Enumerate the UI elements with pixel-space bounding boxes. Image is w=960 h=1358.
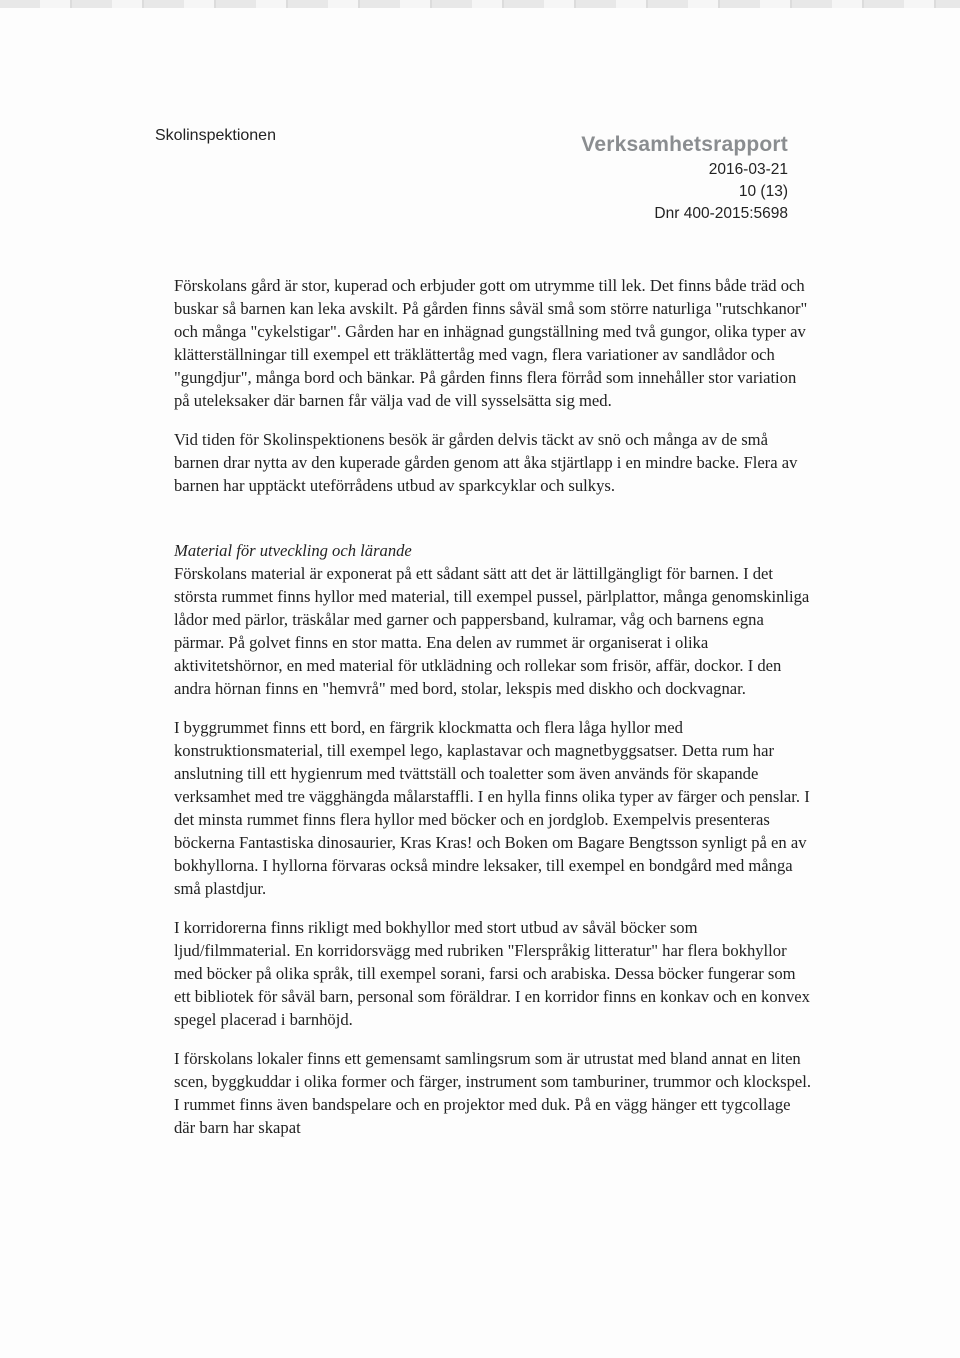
section-heading: Material för utveckling och lärande bbox=[174, 541, 412, 560]
page-number: 10 (13) bbox=[738, 183, 788, 200]
organization-name: Skolinspektionen bbox=[155, 127, 276, 144]
paragraph: I byggrummet finns ett bord, en färgrik klockmatta och flera låga hyllor med konstruktionsmaterial, till exempel lego, kaplastavar och magnetbyggsatser. Detta rum har anslutning till ett hygienrum med tvättställ och toaletter som även används för skapande verksamhet med tre vägghängda målarstaffli. I en hylla finns olika typer av färger och penslar. I det minsta rummet finns flera hyllor med böcker och en jordglob. Exempelvis presenteras böckerna Fantastiska dinosaurier, Kras Kras! och Boken om Bagare Bengtsson synligt på en av bokhyllorna. I hyllorna förvaras också mindre leksaker, till exempel en bondgård med många små plastdjur. bbox=[174, 718, 810, 898]
paragraph: I förskolans lokaler finns ett gemensamt samlingsrum som är utrustat med bland annat en liten scen, byggkuddar i olika former och färger, instrument som tamburiner, trummor och klockspel. I rummet finns även bandspelare och en projektor med duk. På en vägg hänger ett tygcollage där barn har skapat bbox=[174, 1049, 812, 1137]
document-body bbox=[174, 274, 814, 1155]
document-date: 2016-03-21 bbox=[708, 161, 788, 178]
document-type: Verksamhetsrapport bbox=[581, 133, 788, 156]
document-meta bbox=[581, 131, 788, 225]
registration-number: Dnr 400-2015:5698 bbox=[654, 205, 788, 222]
scan-edge bbox=[0, 0, 960, 8]
paragraph: Förskolans gård är stor, kuperad och erbjuder gott om utrymme till lek. Det finns både träd och buskar så barnen kan leka avskilt. På gården finns såväl små som större naturliga "rutschkanor" och många "cykelstigar". Gården har en inhägnad gungställning med två gungor, olika typer av klätterställningar till exempel ett träklättertåg med vagn, flera variationer av sandlådor och "gungdjur", många bord och bänkar. På gården finns flera förråd som innehåller stor variation på uteleksaker där barnen får välja vad de vill sysselsätta sig med. bbox=[174, 276, 808, 410]
paragraph: Vid tiden för Skolinspektionens besök är gården delvis täckt av snö och många av de små barnen drar nytta av den kuperade gården genom att åka stjärtlapp i en mindre backe. Flera av barnen har upptäckt uteförrådens utbud av sparkcyklar och sulkys. bbox=[174, 430, 798, 495]
paragraph: Förskolans material är exponerat på ett sådant sätt att det är lättillgängligt för barnen. I det största rummet finns hyllor med material, till exempel pussel, pärlplattor, många genomskinliga lådor med pärlor, träskålar med garner och pappersband, kulramar, våg och barnens egna pärmar. På golvet finns en stor matta. Ena delen av rummet är organiserat i olika aktivitetshörnor, en med material för utklädning och rollekar som frisör, affär, dockor. I den andra hörnan finns en "hemvrå" med bord, stolar, lekspis med diskho och dockvagnar. bbox=[174, 564, 810, 698]
paragraph: I korridorerna finns rikligt med bokhyllor med stort utbud av såväl böcker som ljud/filmmaterial. En korridorsvägg med rubriken "Flerspråkig litteratur" har flera bokhyllor med böcker på olika språk, till exempel sorani, farsi och arabiska. Dessa böcker fungerar som ett bibliotek för såväl barn, personal som föräldrar. I en korridor finns en konkav och en konvex spegel placerad i barnhöjd. bbox=[174, 918, 810, 1029]
